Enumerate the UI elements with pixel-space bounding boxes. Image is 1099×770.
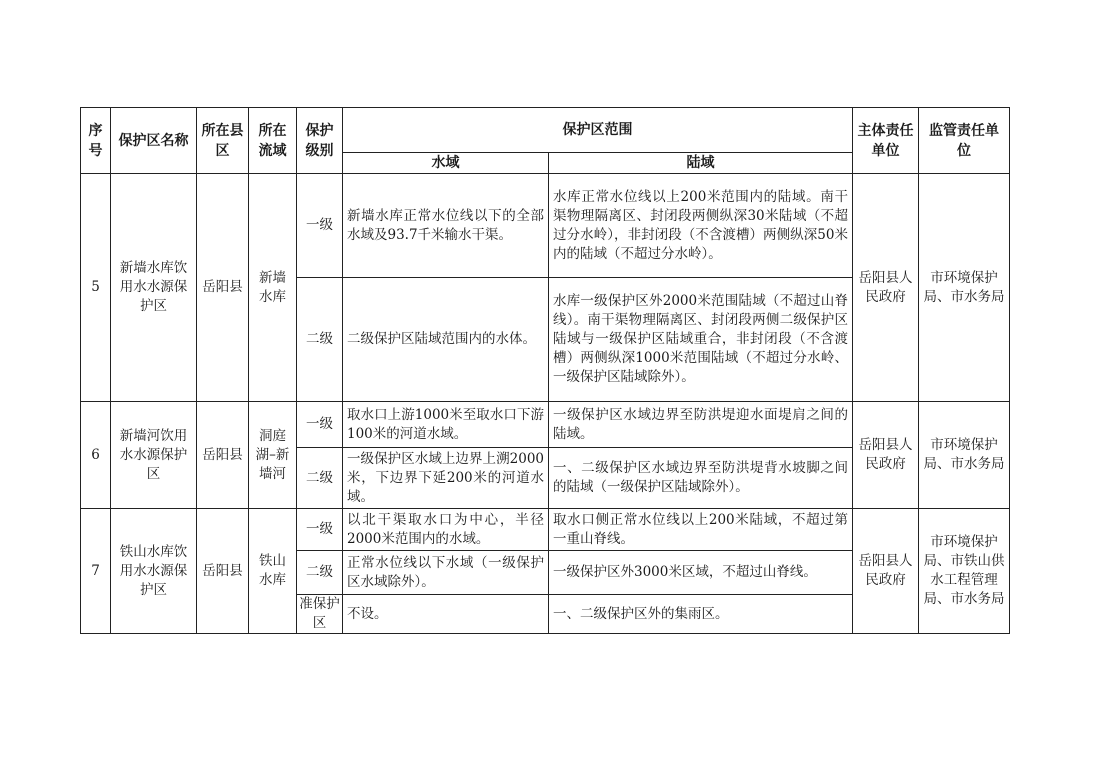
header-scope: 保护区范围	[343, 108, 853, 153]
water-scope: 取水口上游1000米至取水口下游100米的河道水域。	[343, 402, 549, 448]
table-row	[81, 174, 1010, 278]
header-supervise-unit: 监管责任单位	[919, 108, 1010, 174]
land-scope: 一级保护区水域边界至防洪堤迎水面堤肩之间的陆域。	[549, 402, 853, 448]
protection-level: 一级	[297, 509, 343, 551]
water-scope: 新墙水库正常水位线以下的全部水域及93.7千米输水干渠。	[343, 174, 549, 278]
row-no: 6	[81, 402, 111, 509]
protection-level: 二级	[297, 448, 343, 509]
header-level: 保护级别	[297, 108, 343, 174]
main-responsible-unit: 岳阳县人民政府	[853, 174, 919, 402]
protection-area-name: 铁山水库饮用水水源保护区	[111, 509, 197, 634]
header-row	[81, 108, 1010, 153]
county: 岳阳县	[197, 174, 249, 402]
header-water: 水域	[343, 153, 549, 174]
row-no: 7	[81, 509, 111, 634]
basin: 洞庭湖–新墙河	[249, 402, 297, 509]
land-scope: 一级保护区外3000米区域，不超过山脊线。	[549, 551, 853, 595]
county: 岳阳县	[197, 509, 249, 634]
supervising-unit: 市环境保护局、市铁山供水工程管理局、市水务局	[919, 509, 1010, 634]
water-scope: 正常水位线以下水域（一级保护区水域除外）。	[343, 551, 549, 595]
protection-level: 一级	[297, 402, 343, 448]
water-scope: 以北干渠取水口为中心，半径2000米范围内的水域。	[343, 509, 549, 551]
supervising-unit: 市环境保护局、市水务局	[919, 402, 1010, 509]
table-row	[81, 402, 1010, 448]
water-scope: 一级保护区水域上边界上溯2000米，下边界下延200米的河道水域。	[343, 448, 549, 509]
basin: 新墙水库	[249, 174, 297, 402]
protection-level: 一级	[297, 174, 343, 278]
land-scope: 一、二级保护区外的集雨区。	[549, 595, 853, 634]
land-scope: 水库正常水位线以上200米范围内的陆域。南干渠物理隔离区、封闭段两侧纵深30米陆域（不超过分水岭），非封闭段（不含渡槽）两侧纵深50米内的陆域（不超过分水岭）。	[549, 174, 853, 278]
protection-area-name: 新墙河饮用水水源保护区	[111, 402, 197, 509]
main-responsible-unit: 岳阳县人民政府	[853, 402, 919, 509]
land-scope: 取水口侧正常水位线以上200米陆域，不超过第一重山脊线。	[549, 509, 853, 551]
water-scope: 不设。	[343, 595, 549, 634]
row-no: 5	[81, 174, 111, 402]
protection-level: 准保护区	[297, 595, 343, 634]
main-responsible-unit: 岳阳县人民政府	[853, 509, 919, 634]
header-main-unit: 主体责任单位	[853, 108, 919, 174]
header-no: 序号	[81, 108, 111, 174]
table-row	[81, 509, 1010, 551]
supervising-unit: 市环境保护局、市水务局	[919, 174, 1010, 402]
county: 岳阳县	[197, 402, 249, 509]
basin: 铁山水库	[249, 509, 297, 634]
land-scope: 一、二级保护区水域边界至防洪堤背水坡脚之间的陆域（一级保护区陆域除外）。	[549, 448, 853, 509]
water-scope: 二级保护区陆域范围内的水体。	[343, 278, 549, 402]
header-basin: 所在流域	[249, 108, 297, 174]
header-county: 所在县区	[197, 108, 249, 174]
land-scope: 水库一级保护区外2000米范围陆域（不超过山脊线）。南干渠物理隔离区、封闭段两侧二级保护区陆域与一级保护区陆域重合，非封闭段（不含渡槽）两侧纵深1000米范围陆域（不超过分水岭、一级保护区陆域除外）。	[549, 278, 853, 402]
protection-level: 二级	[297, 278, 343, 402]
header-land: 陆域	[549, 153, 853, 174]
protection-area-table	[80, 107, 1010, 634]
protection-area-name: 新墙水库饮用水水源保护区	[111, 174, 197, 402]
header-name: 保护区名称	[111, 108, 197, 174]
protection-level: 二级	[297, 551, 343, 595]
